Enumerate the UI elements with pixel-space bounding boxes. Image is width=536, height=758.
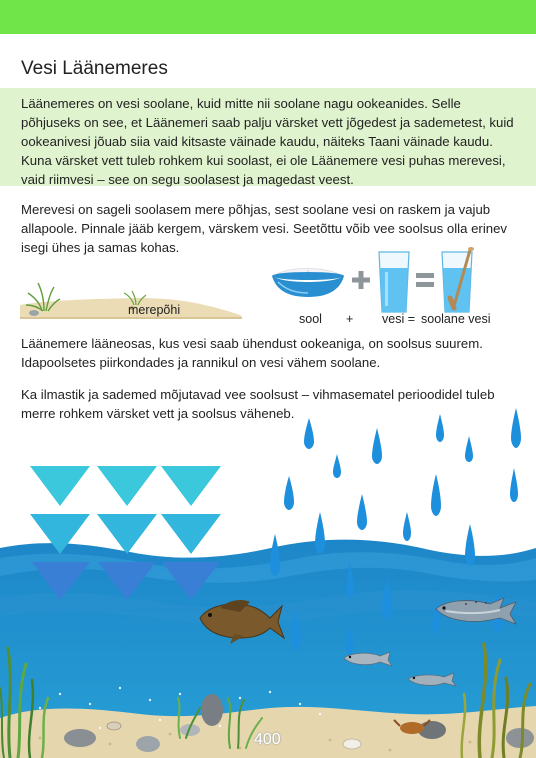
water-label: vesi = [382,312,416,326]
highlight-box [0,88,536,186]
sinking-arrows-icon [30,466,221,600]
pebble-icon [29,310,39,316]
top-bar [0,0,536,34]
intro-paragraph: Läänemeres on vesi soolane, kuid mitte nii soolane nagu ookeanides. Selle põhjuseks on see, et Läänemeri saab palju värsket vett jõgedest ja sademetest, kuid ookeanivesi jõuab siia vaid kitsaste väinade kaudu, näiteks Taani väinade kaudu. Kuna värsket vett tuleb rohkem kui soolast, ei ole Läänemere vesi puhas merevesi, vaid riimvesi – see on segu soolasest ja magedast veest. [21,96,514,187]
water-glass-icon [377,250,411,314]
sea-illustration [0,408,536,758]
west-east-paragraph: Läänemere lääneosas, kus vesi saab ühendust ookeaniga, on soolsus suurem. Idapoolsetes piirkondades ja rannikul on vesi vähem soolane. [21,336,483,370]
salt-bowl-icon [268,266,348,302]
equals-sign-icon [416,273,434,287]
salt-water-glass-icon [440,246,480,314]
salt-label: sool [299,312,322,326]
page-title: Vesi Läänemeres [21,58,168,79]
page-number: 400 [254,731,281,748]
equation-plus-label: + [346,312,354,326]
seabed-label: merepõhi [128,303,181,317]
weather-paragraph: Ka ilmastik ja sademed mõjutavad vee soolsust – vihmasematel perioodidel tuleb merre rohkem värsket vett ja soolsus väheneb. [21,387,495,421]
salt-water-label: soolane vesi [421,312,491,326]
density-paragraph: Merevesi on sageli soolasem mere põhjas, sest soolane vesi on raskem ja vajub allapoole. Pinnale jääb kergem, värskem vesi. Seetõttu võib vee soolsus olla erinev isegi ühes ja samas kohas. [21,202,508,255]
plus-sign-icon [352,271,370,289]
